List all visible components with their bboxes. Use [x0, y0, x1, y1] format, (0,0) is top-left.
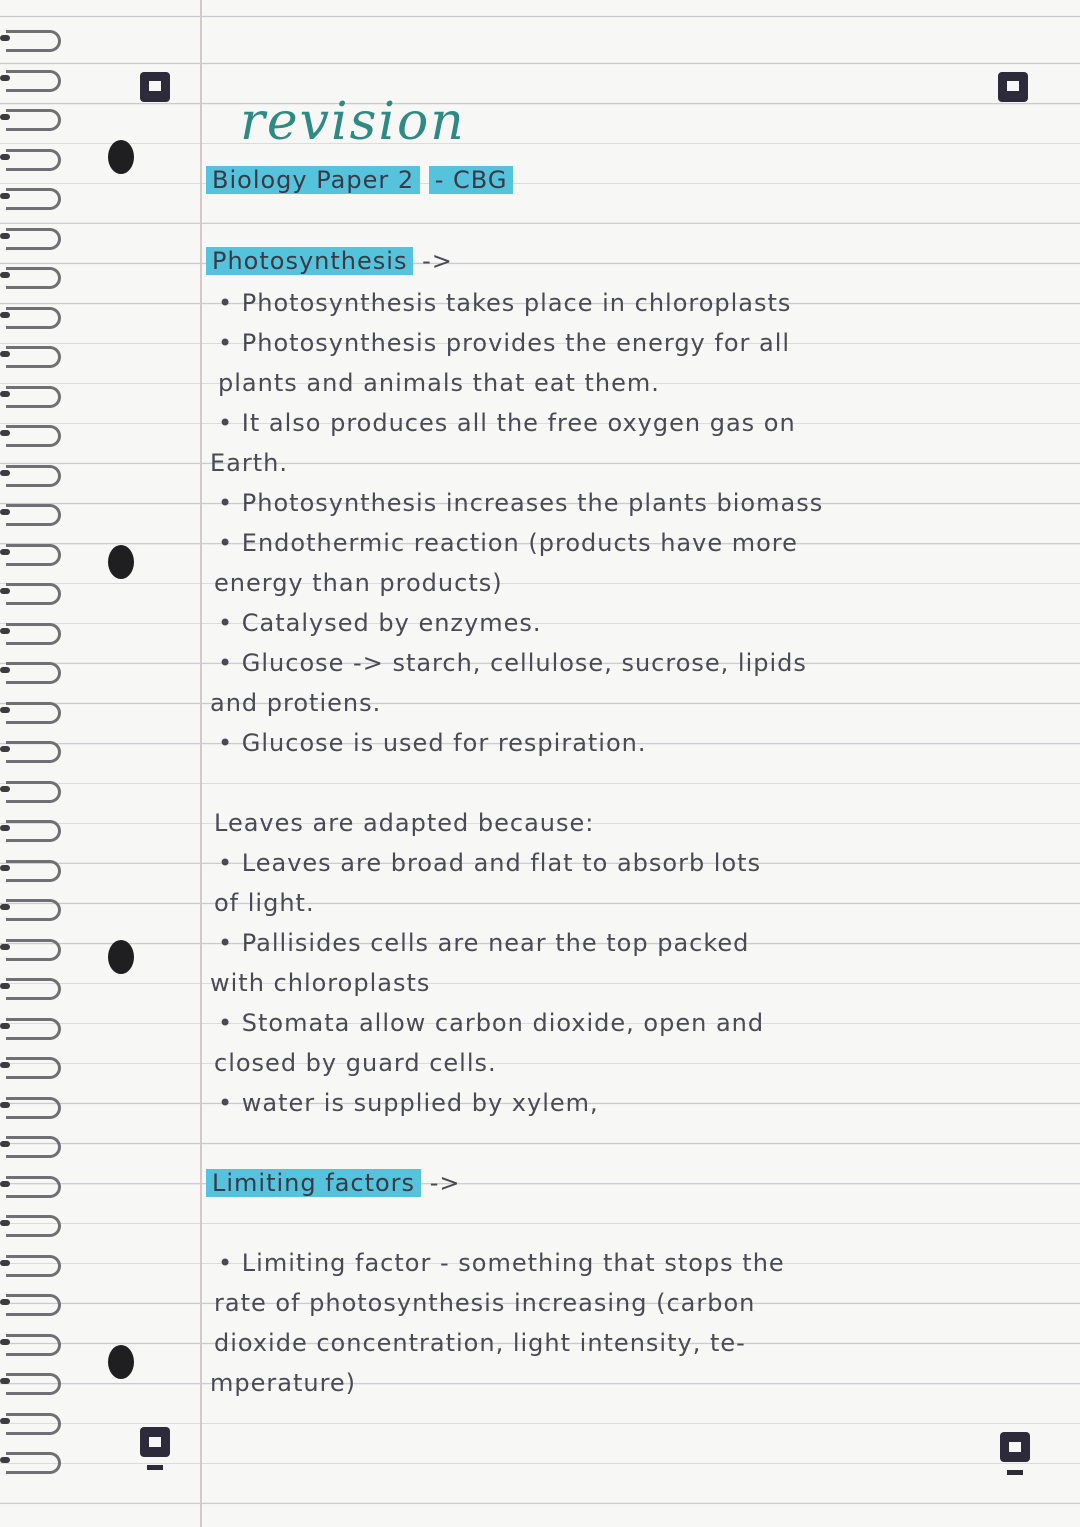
note-line: • water is supplied by xylem, — [218, 1089, 599, 1117]
note-line: • Stomata allow carbon dioxide, open and — [218, 1009, 765, 1037]
spiral-coil — [6, 109, 61, 131]
leaves-heading: Leaves are adapted because: — [214, 809, 595, 837]
spiral-coil — [6, 1452, 61, 1474]
spiral-coil — [6, 1294, 61, 1316]
punch-hole — [108, 545, 134, 579]
note-line: • Photosynthesis provides the energy for all — [218, 329, 791, 357]
note-line: • Limiting factor - something that stops the — [218, 1249, 785, 1277]
note-line: • Endothermic reaction (products have more — [218, 529, 798, 557]
spiral-coil — [6, 149, 61, 171]
spiral-coil — [6, 465, 61, 487]
spiral-coil — [6, 1334, 61, 1356]
spiral-coil — [6, 939, 61, 961]
corner-marker-icon — [1007, 1470, 1023, 1475]
limiting-heading — [206, 1169, 460, 1197]
spiral-coil — [6, 820, 61, 842]
spiral-coil — [6, 978, 61, 1000]
page-title: revision — [240, 92, 466, 152]
spiral-coil — [6, 267, 61, 289]
note-line: • Glucose is used for respiration. — [218, 729, 647, 757]
note-line: energy than products) — [214, 569, 503, 597]
spiral-coil — [6, 1255, 61, 1277]
corner-marker-icon — [140, 1427, 170, 1457]
arrow-icon: -> — [429, 1169, 461, 1197]
note-line: • Glucose -> starch, cellulose, sucrose, lipids — [218, 649, 807, 677]
note-line: • Pallisides cells are near the top packed — [218, 929, 750, 957]
spiral-coil — [6, 1215, 61, 1237]
spiral-coil — [6, 662, 61, 684]
margin-line — [200, 0, 202, 1527]
spiral-coil — [6, 1373, 61, 1395]
note-line: plants and animals that eat them. — [218, 369, 660, 397]
spiral-coil — [6, 228, 61, 250]
note-line: closed by guard cells. — [214, 1049, 497, 1077]
corner-marker-icon — [140, 72, 170, 102]
note-line: • It also produces all the free oxygen gas on — [218, 409, 796, 437]
note-line: Earth. — [210, 449, 288, 477]
corner-marker-icon — [1000, 1432, 1030, 1462]
note-line: dioxide concentration, light intensity, te- — [214, 1329, 746, 1357]
subtitle — [206, 166, 513, 194]
spiral-binding — [0, 30, 70, 1510]
section-heading: Limiting factors — [206, 1169, 421, 1197]
spiral-coil — [6, 781, 61, 803]
note-line: • Photosynthesis takes place in chloroplasts — [218, 289, 792, 317]
spiral-coil — [6, 346, 61, 368]
spiral-coil — [6, 860, 61, 882]
corner-marker-icon — [998, 72, 1028, 102]
spiral-coil — [6, 623, 61, 645]
spiral-coil — [6, 504, 61, 526]
spiral-coil — [6, 1136, 61, 1158]
note-line: with chloroplasts — [210, 969, 431, 997]
photosynthesis-heading — [206, 247, 453, 275]
note-line: • Photosynthesis increases the plants biomass — [218, 489, 824, 517]
spiral-coil — [6, 702, 61, 724]
spiral-coil — [6, 899, 61, 921]
spiral-coil — [6, 1097, 61, 1119]
punch-hole — [108, 940, 134, 974]
spiral-coil — [6, 1413, 61, 1435]
spiral-coil — [6, 307, 61, 329]
spiral-coil — [6, 1176, 61, 1198]
spiral-coil — [6, 386, 61, 408]
spiral-coil — [6, 188, 61, 210]
note-line: and protiens. — [210, 689, 382, 717]
note-line: • Leaves are broad and flat to absorb lots — [218, 849, 762, 877]
spiral-coil — [6, 1018, 61, 1040]
spiral-coil — [6, 425, 61, 447]
spiral-coil — [6, 30, 61, 52]
note-line: of light. — [214, 889, 315, 917]
spiral-coil — [6, 741, 61, 763]
note-line: • Catalysed by enzymes. — [218, 609, 542, 637]
spiral-coil — [6, 1057, 61, 1079]
corner-marker-icon — [147, 1465, 163, 1470]
subtitle-text: Biology Paper 2 — [206, 166, 420, 194]
note-line: rate of photosynthesis increasing (carbon — [214, 1289, 756, 1317]
note-line: mperature) — [210, 1369, 357, 1397]
subtitle-code: - CBG — [429, 166, 514, 194]
spiral-coil — [6, 544, 61, 566]
spiral-coil — [6, 583, 61, 605]
spiral-coil — [6, 70, 61, 92]
arrow-icon: -> — [422, 247, 453, 275]
section-heading: Photosynthesis — [206, 247, 413, 275]
punch-hole — [108, 140, 134, 174]
punch-hole — [108, 1345, 134, 1379]
